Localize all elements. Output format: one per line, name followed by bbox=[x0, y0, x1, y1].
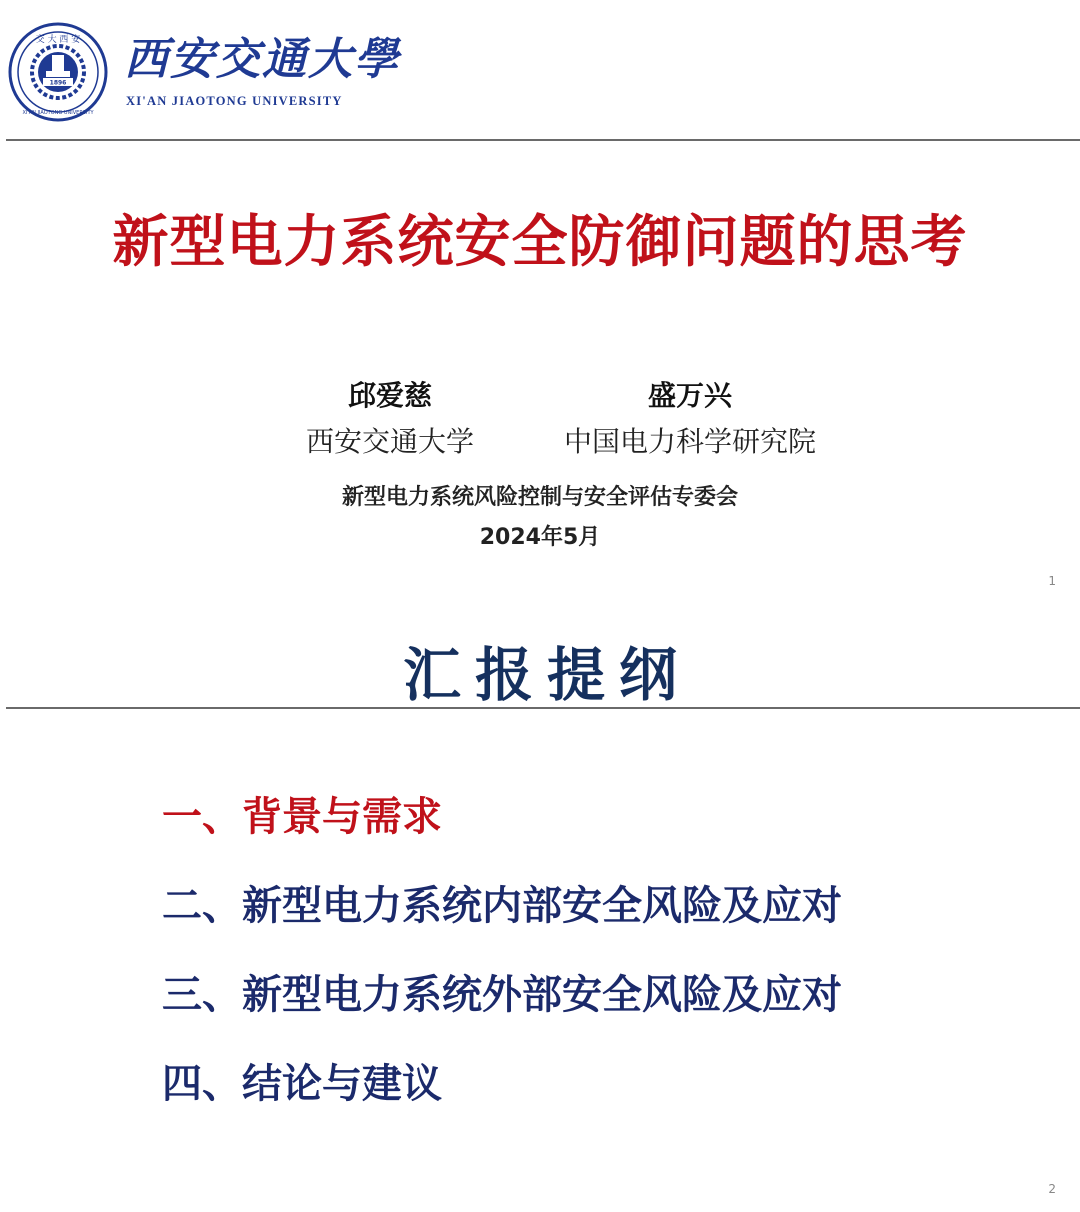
outline-slide bbox=[0, 606, 1080, 1212]
outline-item: 二、新型电力系统内部安全风险及应对 bbox=[162, 883, 842, 929]
page-number: 2 bbox=[1048, 1182, 1056, 1196]
outline-item: 一、背景与需求 bbox=[162, 794, 442, 840]
presentation-title: 新型电力系统安全防御问题的思考 bbox=[112, 210, 968, 275]
page-number: 1 bbox=[1048, 574, 1056, 588]
author-block-1 bbox=[290, 378, 490, 462]
author-block-2 bbox=[540, 378, 840, 462]
author-name: 盛万兴 bbox=[647, 379, 732, 412]
seal-top-text: 交 大 西 安 bbox=[35, 35, 81, 45]
university-wordmark bbox=[124, 32, 400, 109]
university-logo bbox=[8, 22, 400, 126]
header-divider bbox=[6, 707, 1080, 709]
xjtu-seal-icon bbox=[8, 22, 108, 122]
author-affiliation: 西安交通大学 bbox=[305, 425, 474, 458]
seal-year: 1896 bbox=[49, 79, 67, 87]
presentation-date: 2024年5月 bbox=[479, 525, 601, 550]
university-name-cn: 西安交通大學 bbox=[124, 34, 400, 85]
university-name-en: XI'AN JIAOTONG UNIVERSITY bbox=[126, 94, 343, 108]
header-divider bbox=[6, 139, 1080, 141]
outline-list bbox=[162, 792, 842, 1148]
seal-ring-text: XI'AN JIAOTONG UNIVERSITY bbox=[22, 110, 94, 116]
committee-name: 新型电力系统风险控制与安全评估专委会 bbox=[341, 485, 738, 510]
outline-item: 四、结论与建议 bbox=[162, 1061, 442, 1107]
author-affiliation: 中国电力科学研究院 bbox=[563, 425, 816, 458]
outline-item: 三、新型电力系统外部安全风险及应对 bbox=[162, 972, 842, 1018]
author-name: 邱爱慈 bbox=[347, 379, 432, 412]
outline-title: 汇报提纲 bbox=[402, 641, 691, 709]
